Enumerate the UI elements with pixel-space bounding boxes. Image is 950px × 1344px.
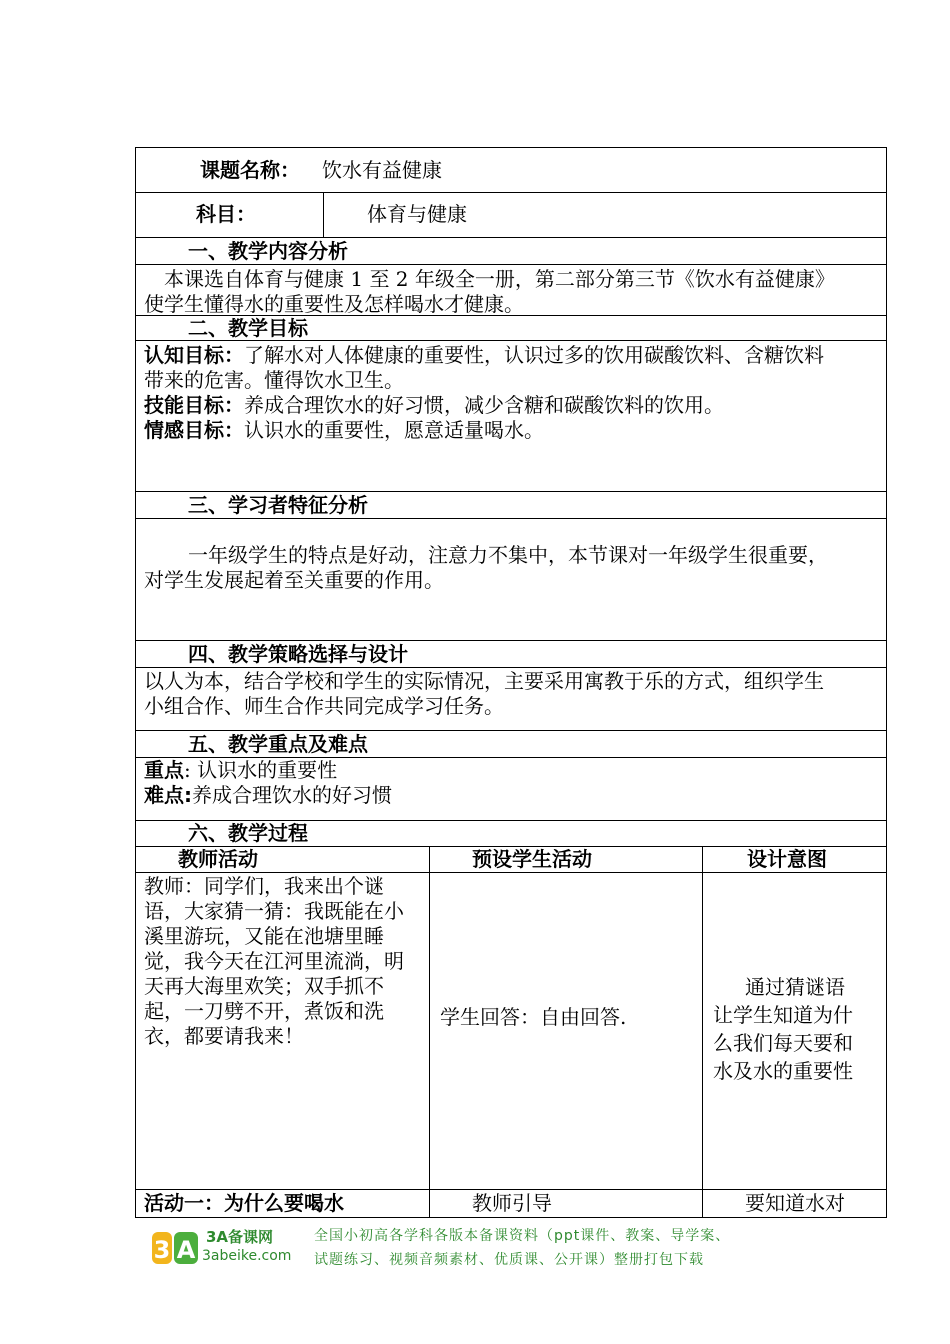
diff-text: 养成合理饮水的好习惯 [192, 783, 392, 807]
emotion-goal [136, 418, 886, 443]
intent-line: 让学生知道为什 [713, 1003, 853, 1027]
key-text: : 认识水的重要性 [184, 758, 338, 782]
section1-line2: 使学生懂得水的重要性及怎样喝水才健康。 [144, 292, 524, 316]
student-activity-cell [430, 873, 703, 1189]
activity1-intent: 要知道水对 [745, 1191, 845, 1215]
section3-title: 三、学习者特征分析 [188, 493, 368, 517]
section3-line2: 对学生发展起着至关重要的作用。 [144, 568, 444, 592]
teacher-line: 溪里游玩，又能在池塘里睡 [144, 924, 384, 948]
activity1-student: 教师引导 [430, 1190, 703, 1217]
3a-logo-icon [150, 1228, 200, 1268]
section5-header [135, 731, 887, 758]
svg-text:A: A [176, 1236, 196, 1264]
section4-title: 四、教学策略选择与设计 [188, 642, 408, 666]
activity1-title: 活动一：为什么要喝水 [136, 1190, 430, 1217]
section1-title: 一、教学内容分析 [188, 239, 348, 263]
teacher-line: 起，一刀劈不开，煮饭和洗 [144, 999, 384, 1023]
footer-description [314, 1224, 730, 1272]
teacher-activity-cell [136, 873, 430, 1189]
section3-body [135, 519, 887, 641]
logo-text-cn: 3A备课网 [206, 1228, 274, 1246]
cognitive-label: 认知目标： [144, 343, 244, 367]
teacher-line: 语，大家猜一猜：我既能在小 [144, 899, 404, 923]
difficult-point [136, 783, 886, 808]
col-header-student: 预设学生活动 [430, 847, 703, 872]
skill-label: 技能目标： [144, 393, 244, 417]
topic-row [135, 147, 887, 193]
footer-banner [150, 1224, 800, 1272]
subject-row [135, 193, 887, 238]
section6-title: 六、教学过程 [188, 821, 308, 845]
section3-line1: 一年级学生的特点是好动，注意力不集中，本节课对一年级学生很重要， [188, 543, 828, 567]
col-header-intent: 设计意图 [747, 847, 827, 871]
intent-line: 通过猜谜语 [745, 975, 845, 999]
section4-line1: 以人为本，结合学校和学生的实际情况，主要采用寓教于乐的方式，组织学生 [144, 669, 824, 693]
teacher-line: 衣，都要请我来！ [144, 1024, 304, 1048]
logo-text-en: 3abeike.com [202, 1248, 292, 1264]
cognitive-line1: 了解水对人体健康的重要性，认识过多的饮用碳酸饮料、含糖饮料 [244, 343, 824, 367]
svg-text:3: 3 [153, 1236, 171, 1264]
footer-line1: 全国小初高各学科各版本备课资料（ppt课件、教案、导学案、 [314, 1228, 731, 1244]
process-row-riddle [135, 873, 887, 1190]
emotion-label: 情感目标： [144, 418, 244, 442]
section2-header [135, 316, 887, 341]
section2-body [135, 341, 887, 492]
intent-line: 水及水的重要性 [713, 1059, 853, 1083]
diff-label: 难点: [144, 783, 192, 807]
topic-value: 饮水有益健康 [322, 158, 442, 182]
section2-title: 二、教学目标 [188, 316, 308, 340]
key-point [136, 758, 886, 783]
process-table-header [135, 847, 887, 873]
section4-body [135, 668, 887, 731]
section1-line1: 本课选自体育与健康 1 至 2 年级全一册，第二部分第三节《饮水有益健康》 [164, 267, 835, 291]
teacher-line: 觉，我今天在江河里流淌，明 [144, 949, 404, 973]
section4-header [135, 641, 887, 668]
col-header-teacher: 教师活动 [136, 847, 430, 872]
section6-header [135, 821, 887, 847]
section1-header [135, 238, 887, 265]
design-intent-cell [703, 873, 886, 1189]
section4-line2: 小组合作、师生合作共同完成学习任务。 [144, 694, 504, 718]
intent-line: 么我们每天要和 [713, 1031, 853, 1055]
key-label: 重点 [144, 758, 184, 782]
process-row-activity1 [135, 1190, 887, 1218]
section3-header [135, 492, 887, 519]
lesson-plan-table [135, 147, 887, 1218]
cognitive-goal [136, 341, 886, 368]
teacher-line: 天再大海里欢笑；双手抓不 [144, 974, 384, 998]
emotion-text: 认识水的重要性，愿意适量喝水。 [244, 418, 544, 442]
footer-line2: 试题练习、视频音频素材、优质课、公开课）整册打包下载 [314, 1252, 704, 1268]
section1-body [135, 265, 887, 316]
teacher-line: 教师：同学们，我来出个谜 [144, 874, 384, 898]
subject-value: 体育与健康 [367, 202, 467, 226]
section5-body [135, 758, 887, 821]
cognitive-line2: 带来的危害。懂得饮水卫生。 [144, 368, 404, 392]
skill-text: 养成合理饮水的好习惯，减少含糖和碳酸饮料的饮用。 [244, 393, 724, 417]
subject-divider [323, 193, 324, 237]
section5-title: 五、教学重点及难点 [188, 732, 368, 756]
subject-label: 科目： [196, 202, 256, 226]
skill-goal [136, 393, 886, 418]
topic-label: 课题名称： [200, 158, 300, 182]
student-answer: 学生回答：自由回答. [440, 1005, 627, 1029]
